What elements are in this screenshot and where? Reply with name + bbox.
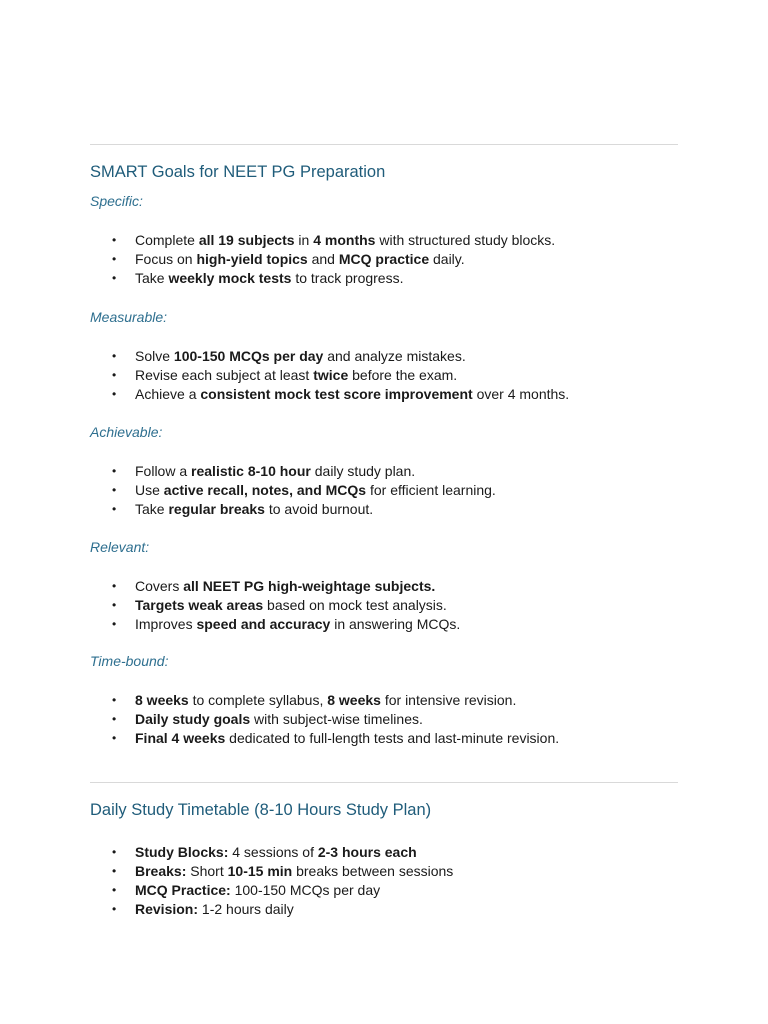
timetable-list <box>90 843 453 919</box>
list-item <box>90 481 496 500</box>
bullet-icon: • <box>112 902 117 916</box>
text: breaks between sessions <box>292 863 454 879</box>
bold-text: 8 weeks <box>327 692 381 708</box>
bullet-icon: • <box>112 464 117 478</box>
text: Complete <box>135 232 199 248</box>
text: to avoid burnout. <box>264 501 374 517</box>
list-item <box>90 615 460 634</box>
text: before the exam. <box>348 367 458 383</box>
goal-list <box>90 577 460 634</box>
list-item <box>90 596 460 615</box>
bold-text: regular breaks <box>168 501 265 517</box>
text: Solve <box>135 348 174 364</box>
text: Short <box>186 863 228 879</box>
bold-text: 100-150 MCQs per day <box>173 348 324 364</box>
text: 100-150 MCQs per day <box>230 882 381 898</box>
list-item <box>90 347 569 366</box>
divider-middle <box>90 782 678 783</box>
text: for efficient learning. <box>366 482 496 498</box>
bullet-icon: • <box>112 598 117 612</box>
list-item <box>90 231 555 250</box>
bold-text: all NEET PG high-weightage subjects. <box>183 578 436 594</box>
goal-subheading: Measurable: <box>90 309 168 325</box>
bullet-icon: • <box>112 731 117 745</box>
text: Take <box>135 270 169 286</box>
goal-subheading: Relevant: <box>90 539 150 555</box>
bold-text: Revision: <box>135 901 199 917</box>
bold-text: MCQ practice <box>338 251 430 267</box>
goal-list <box>90 231 555 288</box>
divider-top <box>90 144 678 145</box>
list-item <box>90 462 496 481</box>
bullet-icon: • <box>112 693 117 707</box>
bold-text: 2-3 hours each <box>317 844 417 860</box>
bold-text: Breaks: <box>135 863 187 879</box>
text: Revise each subject at least <box>135 367 314 383</box>
text: 1-2 hours daily <box>198 901 294 917</box>
list-item <box>90 385 569 404</box>
text: over 4 months. <box>472 386 570 402</box>
bold-text: twice <box>313 367 349 383</box>
text: daily study plan. <box>310 463 416 479</box>
bold-text: realistic 8-10 hour <box>191 463 311 479</box>
timetable-title: Daily Study Timetable (8-10 Hours Study Plan) <box>90 801 432 819</box>
text: to track progress. <box>291 270 404 286</box>
bullet-icon: • <box>112 845 117 859</box>
text: Use <box>135 482 164 498</box>
list-item <box>90 269 555 288</box>
text: Follow a <box>135 463 192 479</box>
bullet-icon: • <box>112 349 117 363</box>
list-item <box>90 900 453 919</box>
list-item <box>90 250 555 269</box>
text: Focus on <box>135 251 197 267</box>
bold-text: Daily study goals <box>135 711 251 727</box>
bullet-icon: • <box>112 617 117 631</box>
text: Improves <box>135 616 197 632</box>
bold-text: Targets weak areas <box>135 597 264 613</box>
list-item <box>90 366 569 385</box>
text: and analyze mistakes. <box>323 348 466 364</box>
text: daily. <box>429 251 465 267</box>
bullet-icon: • <box>112 368 117 382</box>
bullet-icon: • <box>112 712 117 726</box>
bold-text: 8 weeks <box>135 692 189 708</box>
bold-text: MCQ Practice: <box>135 882 231 898</box>
text: and <box>307 251 339 267</box>
text: in <box>294 232 314 248</box>
text: Covers <box>135 578 184 594</box>
list-item <box>90 862 453 881</box>
bullet-icon: • <box>112 252 117 266</box>
text: 4 sessions of <box>228 844 318 860</box>
text: to complete syllabus, <box>188 692 328 708</box>
text: dedicated to full-length tests and last-minute revision. <box>225 730 560 746</box>
goal-subheading: Time-bound: <box>90 653 169 669</box>
goal-subheading: Specific: <box>90 193 143 209</box>
bullet-icon: • <box>112 864 117 878</box>
goal-subheading: Achievable: <box>90 424 163 440</box>
list-item <box>90 710 559 729</box>
list-item <box>90 729 559 748</box>
text: with structured study blocks. <box>375 232 556 248</box>
bullet-icon: • <box>112 579 117 593</box>
goal-list <box>90 691 559 748</box>
bullet-icon: • <box>112 271 117 285</box>
bullet-icon: • <box>112 883 117 897</box>
text: in answering MCQs. <box>330 616 461 632</box>
bold-text: all 19 subjects <box>198 232 295 248</box>
bullet-icon: • <box>112 233 117 247</box>
goal-list <box>90 462 496 519</box>
list-item <box>90 691 559 710</box>
bold-text: weekly mock tests <box>168 270 292 286</box>
smart-goals-title: SMART Goals for NEET PG Preparation <box>90 163 386 181</box>
bold-text: active recall, notes, and MCQs <box>163 482 367 498</box>
bold-text: Final 4 weeks <box>135 730 226 746</box>
text: based on mock test analysis. <box>263 597 447 613</box>
list-item <box>90 577 460 596</box>
bold-text: 10-15 min <box>227 863 293 879</box>
bold-text: consistent mock test score improvement <box>200 386 473 402</box>
goal-list <box>90 347 569 404</box>
text: Take <box>135 501 169 517</box>
bullet-icon: • <box>112 387 117 401</box>
list-item <box>90 881 453 900</box>
bullet-icon: • <box>112 502 117 516</box>
text: Achieve a <box>135 386 201 402</box>
list-item <box>90 843 453 862</box>
text: for intensive revision. <box>380 692 517 708</box>
bold-text: 4 months <box>313 232 376 248</box>
list-item <box>90 500 496 519</box>
bold-text: Study Blocks: <box>135 844 229 860</box>
bullet-icon: • <box>112 483 117 497</box>
bold-text: speed and accuracy <box>196 616 331 632</box>
text: with subject-wise timelines. <box>250 711 423 727</box>
bold-text: high-yield topics <box>196 251 308 267</box>
